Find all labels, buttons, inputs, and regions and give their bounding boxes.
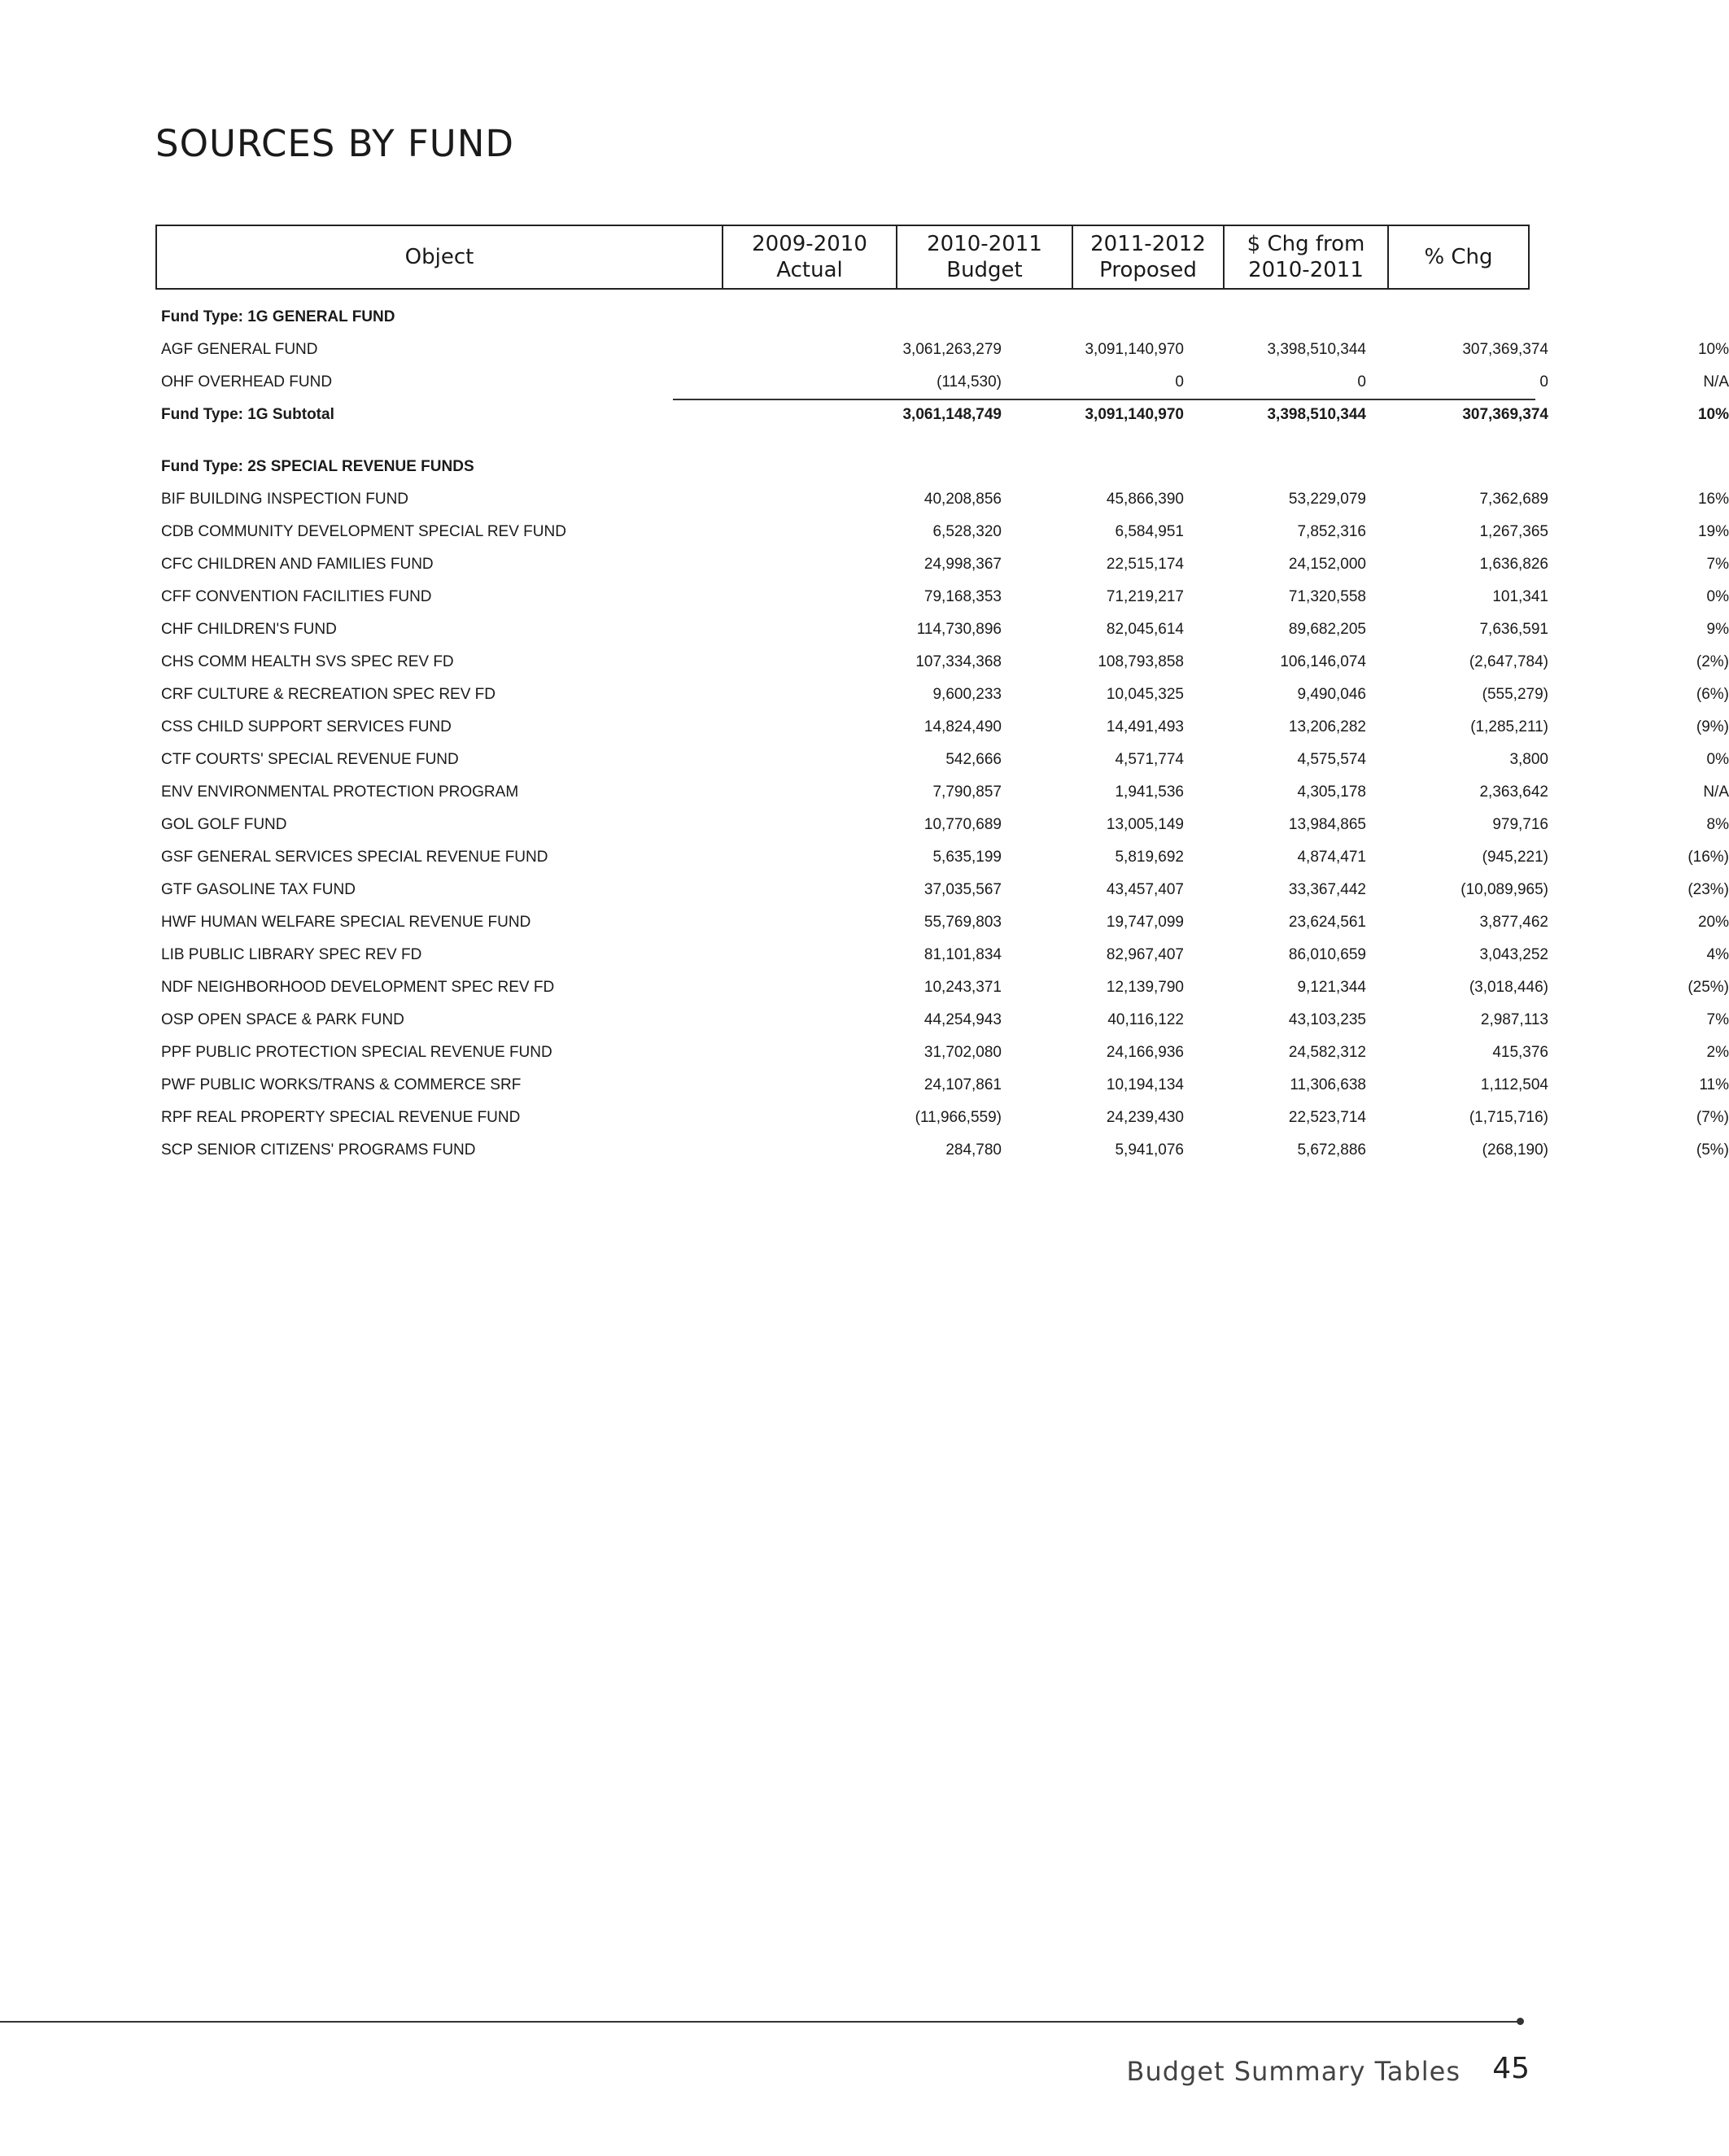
table-row bbox=[155, 646, 1729, 679]
budget-value: 12,139,790 bbox=[1106, 979, 1184, 996]
dollar-change-value: (268,190) bbox=[1482, 1141, 1548, 1159]
percent-change-value: (23%) bbox=[1688, 881, 1729, 898]
fund-name: GSF GENERAL SERVICES SPECIAL REVENUE FUND bbox=[161, 849, 548, 866]
table-row bbox=[155, 581, 1729, 613]
column-header-actual-label: Actual bbox=[776, 258, 843, 282]
dollar-change-value: 307,369,374 bbox=[1462, 341, 1548, 358]
fund-name: BIF BUILDING INSPECTION FUND bbox=[161, 491, 409, 508]
dollar-change-value: 979,716 bbox=[1492, 816, 1548, 833]
fund-name: RPF REAL PROPERTY SPECIAL REVENUE FUND bbox=[161, 1109, 521, 1126]
dollar-change-value: (1,285,211) bbox=[1470, 718, 1548, 735]
budget-value: 24,166,936 bbox=[1106, 1044, 1184, 1061]
percent-change-value: 4% bbox=[1706, 946, 1729, 963]
proposed-value: 24,152,000 bbox=[1288, 556, 1366, 573]
percent-change-value: 16% bbox=[1697, 491, 1729, 508]
proposed-value: 86,010,659 bbox=[1288, 946, 1366, 963]
column-header-actual-year: 2009-2010 bbox=[752, 232, 867, 256]
table-row bbox=[155, 906, 1729, 939]
percent-change-value: 20% bbox=[1697, 914, 1729, 931]
budget-value: 22,515,174 bbox=[1106, 556, 1184, 573]
percent-change-value: 7% bbox=[1706, 556, 1729, 573]
fund-name: PPF PUBLIC PROTECTION SPECIAL REVENUE FUND bbox=[161, 1044, 552, 1061]
fund-name: LIB PUBLIC LIBRARY SPEC REV FD bbox=[161, 946, 422, 963]
actual-value: 40,208,856 bbox=[923, 491, 1002, 508]
table-row bbox=[155, 744, 1729, 776]
budget-value: 1,941,536 bbox=[1115, 783, 1184, 801]
column-header-budget-year: 2010-2011 bbox=[927, 232, 1042, 256]
proposed-value: 9,490,046 bbox=[1297, 686, 1366, 703]
budget-value: 40,116,122 bbox=[1107, 1011, 1184, 1028]
budget-value: 10,194,134 bbox=[1106, 1076, 1184, 1093]
table-row bbox=[155, 1004, 1729, 1037]
dollar-change-value: 7,636,591 bbox=[1479, 621, 1548, 638]
dollar-change-value: (945,221) bbox=[1482, 849, 1548, 866]
fund-name: GTF GASOLINE TAX FUND bbox=[161, 881, 356, 898]
proposed-value: 3,398,510,344 bbox=[1267, 341, 1366, 358]
page-title: SOURCES BY FUND bbox=[155, 122, 515, 165]
fund-name: CHS COMM HEALTH SVS SPEC REV FD bbox=[161, 653, 454, 670]
actual-value: 3,061,148,749 bbox=[902, 406, 1002, 423]
dollar-change-value: 3,877,462 bbox=[1479, 914, 1548, 931]
dollar-change-value: (1,715,716) bbox=[1469, 1109, 1548, 1126]
table-row bbox=[155, 809, 1729, 841]
proposed-value: 106,146,074 bbox=[1280, 653, 1366, 670]
fund-name: CSS CHILD SUPPORT SERVICES FUND bbox=[161, 718, 452, 735]
percent-change-value: 2% bbox=[1706, 1044, 1729, 1061]
dollar-change-value: 307,369,374 bbox=[1462, 406, 1548, 423]
actual-value: 6,528,320 bbox=[932, 523, 1002, 540]
proposed-value: 9,121,344 bbox=[1297, 979, 1366, 996]
table-row bbox=[155, 971, 1729, 1004]
actual-value: 107,334,368 bbox=[915, 653, 1002, 670]
column-header-budget bbox=[897, 226, 1073, 288]
budget-value: 0 bbox=[1175, 373, 1184, 391]
dollar-change-value: (3,018,446) bbox=[1469, 979, 1548, 996]
dollar-change-value: 3,043,252 bbox=[1479, 946, 1548, 963]
actual-value: 37,035,567 bbox=[923, 881, 1002, 898]
fund-name: HWF HUMAN WELFARE SPECIAL REVENUE FUND bbox=[161, 914, 531, 931]
fund-name: SCP SENIOR CITIZENS' PROGRAMS FUND bbox=[161, 1141, 476, 1159]
budget-value: 24,239,430 bbox=[1106, 1109, 1184, 1126]
fund-name: CDB COMMUNITY DEVELOPMENT SPECIAL REV FUND bbox=[161, 523, 566, 540]
dollar-change-value: 415,376 bbox=[1492, 1044, 1548, 1061]
table-row bbox=[155, 613, 1729, 646]
fund-name: ENV ENVIRONMENTAL PROTECTION PROGRAM bbox=[161, 783, 519, 801]
column-header-dollar-change-year: 2010-2011 bbox=[1248, 258, 1364, 282]
budget-value: 82,045,614 bbox=[1106, 621, 1184, 638]
actual-value: 24,998,367 bbox=[923, 556, 1002, 573]
fund-name: GOL GOLF FUND bbox=[161, 816, 287, 833]
dollar-change-value: (2,647,784) bbox=[1469, 653, 1548, 670]
group-heading-label: Fund Type: 1G GENERAL FUND bbox=[161, 308, 395, 325]
proposed-value: 13,206,282 bbox=[1288, 718, 1366, 735]
percent-change-value: (7%) bbox=[1696, 1109, 1729, 1126]
actual-value: 9,600,233 bbox=[932, 686, 1002, 703]
budget-value: 43,457,407 bbox=[1106, 881, 1184, 898]
table-row bbox=[155, 679, 1729, 711]
proposed-value: 22,523,714 bbox=[1288, 1109, 1366, 1126]
percent-change-value: 10% bbox=[1697, 406, 1729, 423]
budget-value: 108,793,858 bbox=[1098, 653, 1184, 670]
group-heading-general-fund bbox=[155, 301, 1532, 334]
actual-value: 10,243,371 bbox=[923, 979, 1002, 996]
table-row bbox=[155, 1102, 1729, 1134]
proposed-value: 0 bbox=[1357, 373, 1366, 391]
proposed-value: 43,103,235 bbox=[1288, 1011, 1366, 1028]
subtotal-label: Fund Type: 1G Subtotal bbox=[161, 406, 334, 423]
percent-change-value: 19% bbox=[1697, 523, 1729, 540]
table-row bbox=[155, 1069, 1729, 1102]
table-row bbox=[155, 366, 1729, 399]
proposed-value: 53,229,079 bbox=[1288, 491, 1366, 508]
fund-name: NDF NEIGHBORHOOD DEVELOPMENT SPEC REV FD bbox=[161, 979, 555, 996]
budget-value: 82,967,407 bbox=[1106, 946, 1184, 963]
budget-value: 71,219,217 bbox=[1106, 588, 1184, 605]
proposed-value: 33,367,442 bbox=[1288, 881, 1366, 898]
percent-change-value: (6%) bbox=[1696, 686, 1729, 703]
fund-name: CRF CULTURE & RECREATION SPEC REV FD bbox=[161, 686, 496, 703]
budget-value: 5,819,692 bbox=[1115, 849, 1184, 866]
dollar-change-value: 7,362,689 bbox=[1479, 491, 1548, 508]
actual-value: 7,790,857 bbox=[932, 783, 1002, 801]
budget-value: 19,747,099 bbox=[1106, 914, 1184, 931]
footer-rule-end-dot bbox=[1517, 2018, 1524, 2025]
proposed-value: 4,575,574 bbox=[1297, 751, 1366, 768]
proposed-value: 4,305,178 bbox=[1297, 783, 1366, 801]
percent-change-value: N/A bbox=[1703, 783, 1729, 801]
table-row bbox=[155, 841, 1729, 874]
dollar-change-value: 0 bbox=[1539, 373, 1548, 391]
dollar-change-value: 2,363,642 bbox=[1479, 783, 1548, 801]
fund-name: CFF CONVENTION FACILITIES FUND bbox=[161, 588, 432, 605]
group-heading-label: Fund Type: 2S SPECIAL REVENUE FUNDS bbox=[161, 458, 474, 475]
fund-name: CTF COURTS' SPECIAL REVENUE FUND bbox=[161, 751, 459, 768]
fund-name: AGF GENERAL FUND bbox=[161, 341, 318, 358]
actual-value: 114,730,896 bbox=[916, 621, 1002, 638]
proposed-value: 13,984,865 bbox=[1288, 816, 1366, 833]
budget-value: 6,584,951 bbox=[1115, 523, 1184, 540]
actual-value: 14,824,490 bbox=[923, 718, 1002, 735]
proposed-value: 4,874,471 bbox=[1297, 849, 1366, 866]
table-row bbox=[155, 939, 1729, 971]
subtotal-row bbox=[155, 399, 1729, 431]
table-row bbox=[155, 711, 1729, 744]
group-heading-special-revenue-funds bbox=[155, 451, 1532, 483]
actual-value: 10,770,689 bbox=[923, 816, 1002, 833]
column-header-proposed-year: 2011-2012 bbox=[1090, 232, 1206, 256]
percent-change-value: 0% bbox=[1706, 588, 1729, 605]
column-header-dollar-change bbox=[1225, 226, 1389, 288]
budget-value: 45,866,390 bbox=[1106, 491, 1184, 508]
budget-value: 3,091,140,970 bbox=[1085, 341, 1184, 358]
proposed-value: 89,682,205 bbox=[1288, 621, 1366, 638]
actual-value: 5,635,199 bbox=[932, 849, 1002, 866]
percent-change-value: 8% bbox=[1706, 816, 1729, 833]
actual-value: 55,769,803 bbox=[923, 914, 1002, 931]
percent-change-value: 11% bbox=[1699, 1076, 1729, 1093]
proposed-value: 71,320,558 bbox=[1288, 588, 1366, 605]
percent-change-value: (5%) bbox=[1696, 1141, 1729, 1159]
proposed-value: 3,398,510,344 bbox=[1267, 406, 1366, 423]
column-header-proposed-label: Proposed bbox=[1099, 258, 1197, 282]
table-header bbox=[155, 225, 1530, 290]
column-header-object bbox=[157, 226, 723, 288]
percent-change-value: 0% bbox=[1706, 751, 1729, 768]
dollar-change-value: 2,987,113 bbox=[1480, 1011, 1548, 1028]
budget-value: 3,091,140,970 bbox=[1085, 406, 1184, 423]
footer-rule bbox=[0, 2021, 1520, 2023]
actual-value: (11,966,559) bbox=[915, 1109, 1002, 1126]
column-header-proposed bbox=[1073, 226, 1225, 288]
column-header-actual bbox=[723, 226, 897, 288]
proposed-value: 24,582,312 bbox=[1288, 1044, 1366, 1061]
budget-value: 10,045,325 bbox=[1106, 686, 1184, 703]
dollar-change-value: 1,112,504 bbox=[1480, 1076, 1548, 1093]
percent-change-value: 7% bbox=[1706, 1011, 1729, 1028]
percent-change-value: 10% bbox=[1697, 341, 1729, 358]
percent-change-value: (2%) bbox=[1696, 653, 1729, 670]
dollar-change-value: (10,089,965) bbox=[1460, 881, 1548, 898]
actual-value: 31,702,080 bbox=[923, 1044, 1002, 1061]
actual-value: 81,101,834 bbox=[923, 946, 1002, 963]
actual-value: 542,666 bbox=[945, 751, 1002, 768]
column-header-object-label: Object bbox=[404, 245, 474, 269]
table-row bbox=[155, 334, 1729, 366]
fund-name: OSP OPEN SPACE & PARK FUND bbox=[161, 1011, 404, 1028]
group-spacer bbox=[155, 431, 1532, 451]
table-row bbox=[155, 776, 1729, 809]
fund-name: OHF OVERHEAD FUND bbox=[161, 373, 333, 391]
budget-value: 5,941,076 bbox=[1115, 1141, 1184, 1159]
footer-section-label: Budget Summary Tables bbox=[1126, 2056, 1460, 2087]
proposed-value: 5,672,886 bbox=[1297, 1141, 1366, 1159]
fund-name: PWF PUBLIC WORKS/TRANS & COMMERCE SRF bbox=[161, 1076, 522, 1093]
dollar-change-value: 3,800 bbox=[1509, 751, 1548, 768]
dollar-change-value: 101,341 bbox=[1492, 588, 1548, 605]
dollar-change-value: (555,279) bbox=[1482, 686, 1548, 703]
percent-change-value: (9%) bbox=[1696, 718, 1729, 735]
column-header-dollar-change-label: $ Chg from bbox=[1247, 232, 1365, 256]
budget-value: 13,005,149 bbox=[1106, 816, 1184, 833]
table-row bbox=[155, 1037, 1729, 1069]
budget-value: 14,491,493 bbox=[1106, 718, 1184, 735]
table-row bbox=[155, 874, 1729, 906]
column-header-percent-change bbox=[1389, 226, 1528, 288]
table-body bbox=[155, 301, 1729, 1167]
table-row bbox=[155, 516, 1729, 548]
actual-value: 44,254,943 bbox=[923, 1011, 1002, 1028]
page-number: 45 bbox=[1492, 2052, 1530, 2085]
actual-value: 3,061,263,279 bbox=[902, 341, 1002, 358]
percent-change-value: (25%) bbox=[1688, 979, 1729, 996]
actual-value: 24,107,861 bbox=[923, 1076, 1002, 1093]
percent-change-value: N/A bbox=[1703, 373, 1729, 391]
percent-change-value: 9% bbox=[1706, 621, 1729, 638]
percent-change-value: (16%) bbox=[1688, 849, 1729, 866]
actual-value: 79,168,353 bbox=[923, 588, 1002, 605]
table-row bbox=[155, 483, 1729, 516]
proposed-value: 7,852,316 bbox=[1297, 523, 1366, 540]
fund-name: CFC CHILDREN AND FAMILIES FUND bbox=[161, 556, 434, 573]
special-revenue-rows bbox=[155, 483, 1729, 1167]
budget-value: 4,571,774 bbox=[1115, 751, 1184, 768]
table-row bbox=[155, 548, 1729, 581]
proposed-value: 23,624,561 bbox=[1288, 914, 1366, 931]
table-row bbox=[155, 1134, 1729, 1167]
column-header-percent-change-label: % Chg bbox=[1424, 245, 1493, 269]
proposed-value: 11,306,638 bbox=[1290, 1076, 1366, 1093]
column-header-budget-label: Budget bbox=[946, 258, 1023, 282]
dollar-change-value: 1,267,365 bbox=[1479, 523, 1548, 540]
actual-value: 284,780 bbox=[945, 1141, 1002, 1159]
actual-value: (114,530) bbox=[937, 373, 1002, 391]
dollar-change-value: 1,636,826 bbox=[1479, 556, 1548, 573]
fund-name: CHF CHILDREN'S FUND bbox=[161, 621, 337, 638]
